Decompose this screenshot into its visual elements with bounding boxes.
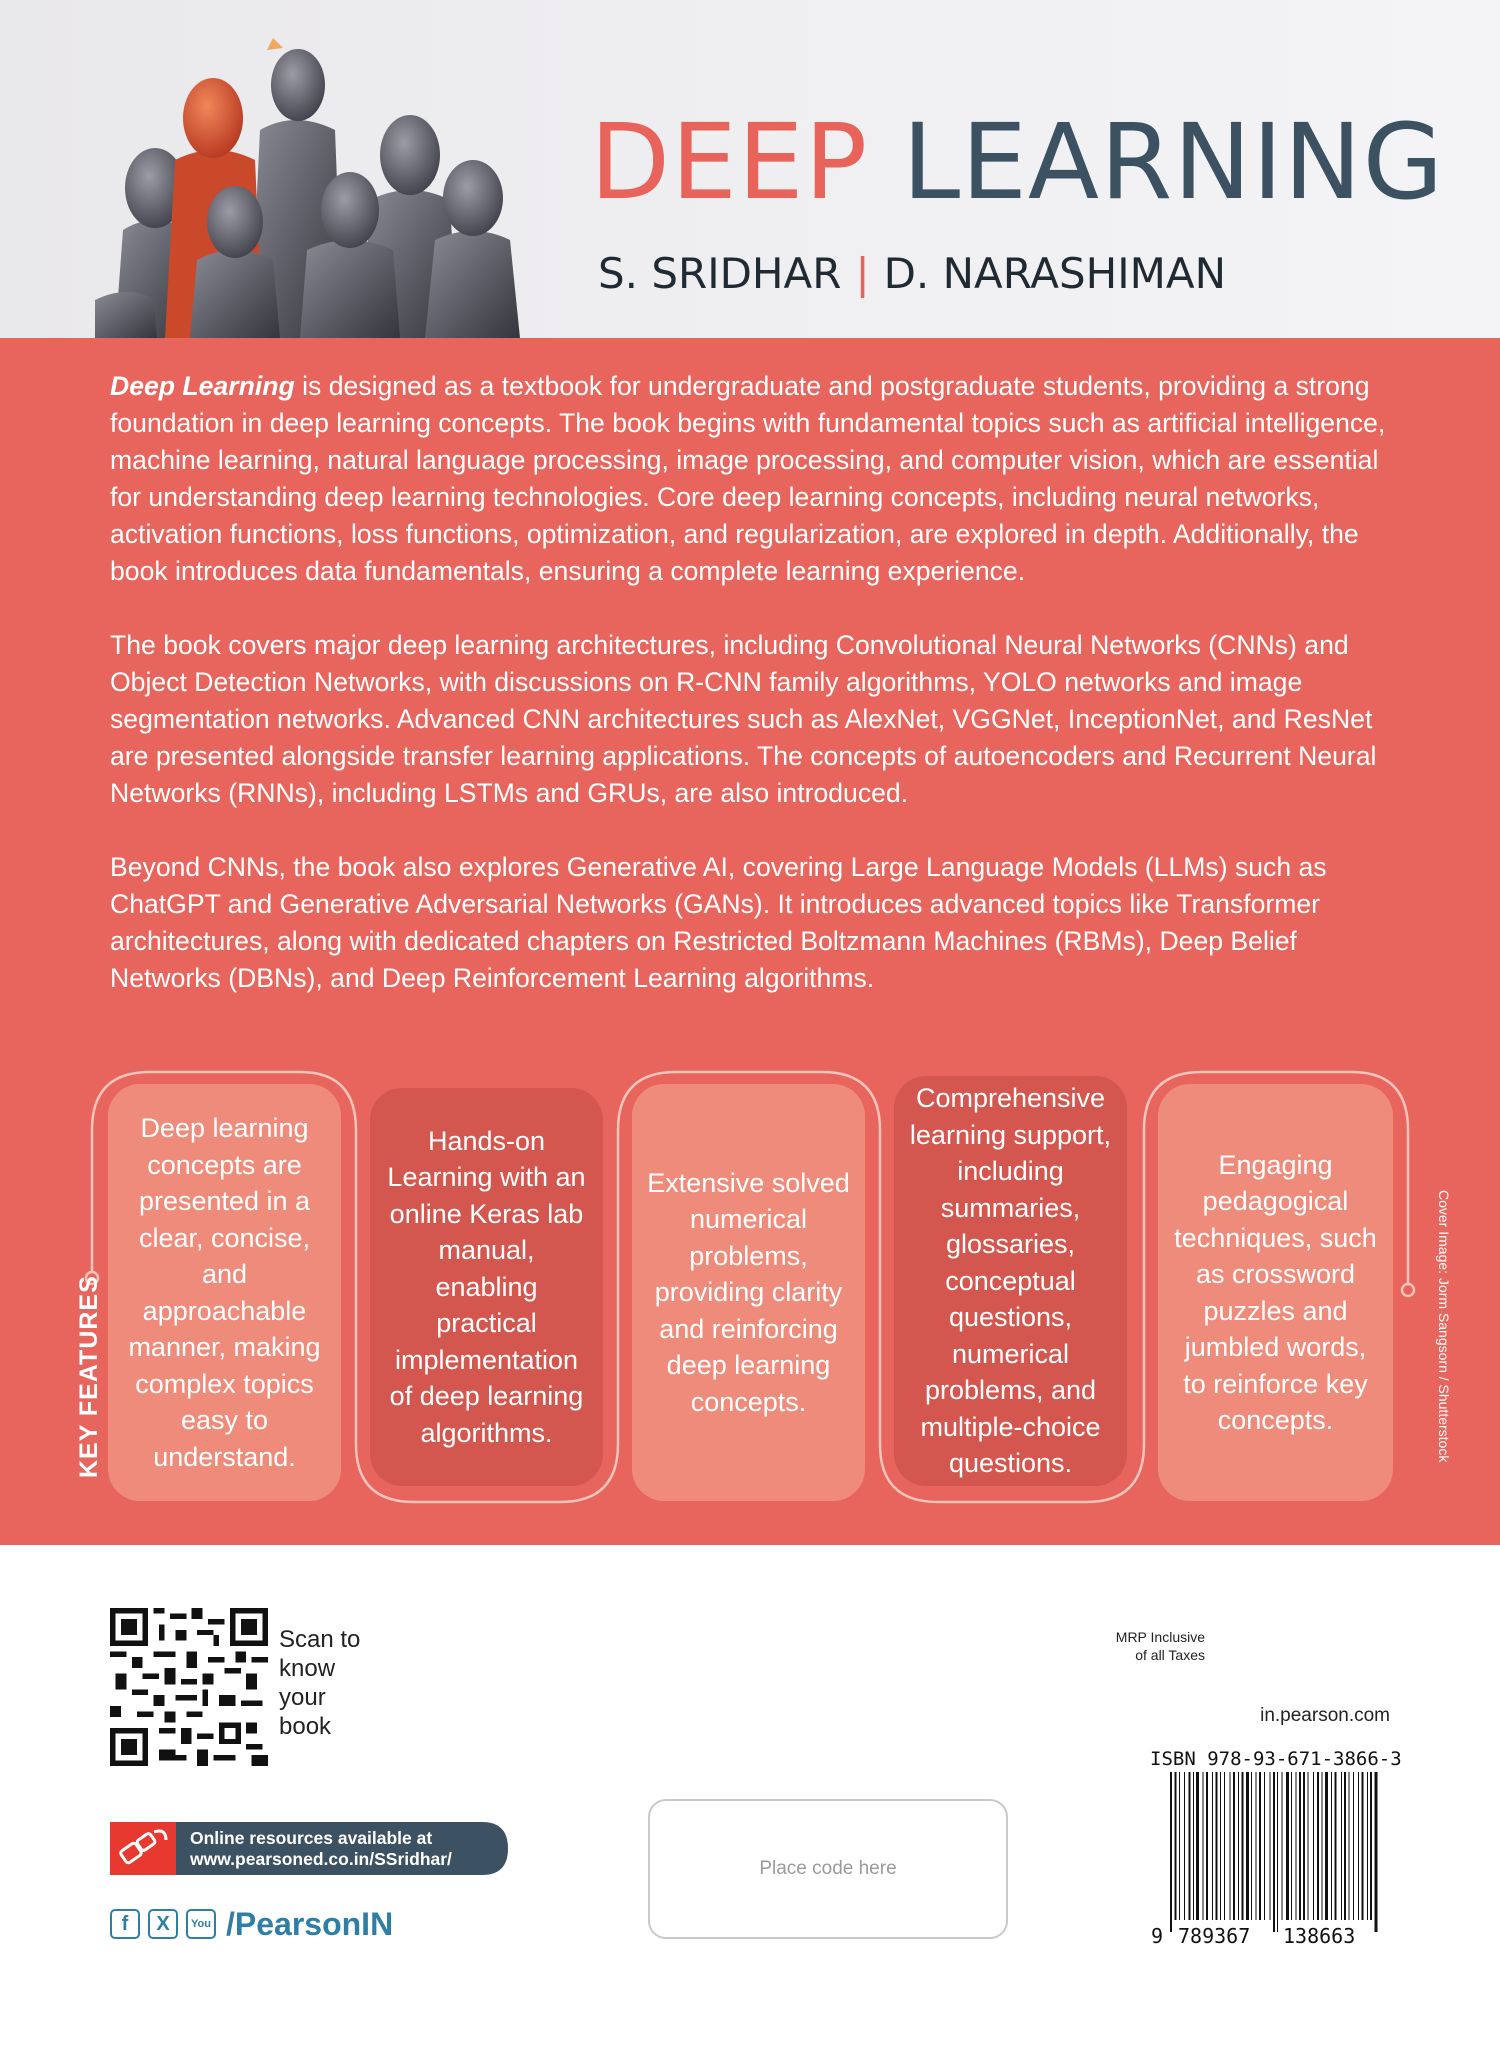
barcode-bar	[1216, 1772, 1218, 1920]
feature-card-1: Deep learning concepts are presented in a clear, concise, and approachable manner, making complex topics easy to understand.	[108, 1084, 341, 1501]
barcode-bar	[1206, 1772, 1208, 1920]
barcode-bar	[1242, 1772, 1244, 1920]
feature-card-4: Comprehensive learning support, including summaries, glossaries, conceptual questions, numerical problems, and multiple-choice questions.	[894, 1076, 1127, 1486]
barcode-bar	[1259, 1772, 1261, 1920]
barcode-bar	[1375, 1772, 1378, 1932]
mrp-line-1: MRP Inclusive	[1115, 1629, 1205, 1645]
feature-card-2: Hands-on Learning with an online Keras lab manual, enabling practical implementation of deep learning algorithms.	[370, 1088, 603, 1486]
barcode-bar	[1335, 1772, 1337, 1920]
barcode-bar	[1230, 1772, 1231, 1920]
qr-code-icon[interactable]	[110, 1608, 268, 1766]
barcode-bar	[1179, 1772, 1180, 1920]
barcode-bar	[1308, 1772, 1309, 1920]
barcode-bar	[1349, 1772, 1350, 1920]
barcode-bar	[1367, 1772, 1368, 1920]
social-handle[interactable]: /PearsonIN	[226, 1905, 394, 1942]
barcode-bar	[1203, 1772, 1204, 1920]
description-p1-text: is designed as a textbook for undergraduate and postgraduate students, providing a strong foundation in deep learning concepts. The book begins with fundamental topics such as artificial intelligence, machine learning, natural language processing, image processing, and computer vision, which are essential for understanding deep learning technologies. Core deep learning concepts, including neural networks, activation functions, loss functions, optimization, and regularization, are explored in depth. Additionally, the book introduces data fundamentals, ensuring a complete learning experience.	[110, 371, 1386, 586]
barcode-bar	[1282, 1772, 1283, 1920]
barcode-bar	[1175, 1772, 1177, 1920]
barcode-bar	[1224, 1772, 1225, 1920]
publisher-website[interactable]: in.pearson.com	[1260, 1705, 1390, 1726]
barcode-bar	[1299, 1772, 1301, 1920]
feature-card-3: Extensive solved numerical problems, providing clarity and reinforcing deep learning concepts.	[632, 1084, 865, 1501]
barcode-bar	[1358, 1772, 1359, 1920]
robot-figures-image	[95, 30, 565, 338]
barcode-icon	[1168, 1772, 1382, 1932]
barcode-bar	[1296, 1772, 1297, 1920]
barcode-bar	[1325, 1772, 1328, 1920]
barcode-bar	[1291, 1772, 1292, 1920]
book-description	[110, 368, 1410, 997]
barcode-bar	[1277, 1772, 1278, 1932]
author-separator: |	[855, 249, 870, 298]
cover-image-credit: Cover Image: Jorm Sangsorn / Shutterstock	[1436, 1190, 1452, 1463]
barcode-bar	[1273, 1772, 1275, 1932]
description-paragraph-3: Beyond CNNs, the book also explores Generative AI, covering Large Language Models (LLMs) such as ChatGPT and Generative Adversarial Networks (GANs). It introduces advanced topics like Transformer architectures, along with dedicated chapters on Restricted Boltzmann Machines (RBMs), Deep Belief Networks (DBNs), and Deep Reinforcement Learning algorithms.	[110, 852, 1327, 993]
barcode-digit-lead: 9	[1151, 1924, 1164, 1948]
barcode-bar	[1303, 1772, 1305, 1920]
barcode-bar	[1331, 1772, 1332, 1920]
barcode-bar	[1233, 1772, 1235, 1920]
barcode-bar	[1251, 1772, 1252, 1920]
barcode-digits-left: 789367	[1178, 1924, 1251, 1948]
author-2: D. NARASHIMAN	[883, 249, 1227, 298]
title-word-learning: LEARNING	[902, 101, 1445, 223]
x-icon[interactable]: X	[148, 1909, 178, 1939]
mrp-note	[1090, 1628, 1205, 1664]
barcode-bar	[1322, 1772, 1323, 1920]
title-word-deep: DEEP	[590, 101, 869, 223]
facebook-icon[interactable]: f	[110, 1909, 140, 1939]
barcode-bar	[1256, 1772, 1257, 1920]
youtube-icon[interactable]: You	[186, 1909, 216, 1939]
description-book-name: Deep Learning	[110, 371, 295, 401]
authors	[598, 249, 1227, 298]
cover-header	[0, 0, 1500, 338]
barcode-bar	[1353, 1772, 1354, 1920]
key-features-heading: KEY FEATURES	[75, 1275, 103, 1478]
barcode-bar	[1370, 1772, 1372, 1920]
mrp-line-2: of all Taxes	[1135, 1647, 1205, 1663]
barcode-bar	[1341, 1772, 1342, 1920]
barcode-bar	[1212, 1772, 1213, 1920]
social-links	[110, 1906, 393, 1942]
barcode-bar	[1238, 1772, 1239, 1920]
barcode-bar	[1270, 1772, 1271, 1920]
barcode-bar	[1220, 1772, 1221, 1920]
barcode-bar	[1196, 1772, 1199, 1920]
barcode-bar	[1193, 1772, 1194, 1920]
scan-caption: Scan to know your book	[279, 1626, 361, 1740]
barcode-bar	[1362, 1772, 1364, 1920]
barcode-digits-right: 138663	[1283, 1924, 1356, 1948]
barcode-bar	[1286, 1772, 1289, 1920]
online-resources-line-1: Online resources available at	[190, 1828, 433, 1848]
barcode-bar	[1189, 1772, 1191, 1920]
description-paragraph-2: The book covers major deep learning architectures, including Convolutional Neural Networks (CNNs) and Object Detection Networks, with discussions on R-CNN family algorithms, YOLO networks and image segmentation networks. Advanced CNN architectures such as AlexNet, VGGNet, InceptionNet, and ResNet are presented alongside transfer learning applications. The concepts of autoencoders and Recurrent Neural Networks (RNNs), including LSTMs and GRUs, are also introduced.	[110, 630, 1377, 808]
feature-card-5: Engaging pedagogical techniques, such as crossword puzzles and jumbled words, to reinforce key concepts.	[1158, 1084, 1393, 1501]
book-title	[590, 101, 1445, 223]
barcode-bar	[1170, 1772, 1172, 1932]
barcode-bar	[1313, 1772, 1314, 1920]
author-1: S. SRIDHAR	[598, 249, 842, 298]
description-paragraph-1	[110, 368, 1410, 590]
barcode-bar	[1264, 1772, 1265, 1920]
barcode-bar	[1246, 1772, 1249, 1920]
barcode-bar	[1344, 1772, 1346, 1920]
online-resources-url[interactable]: www.pearsoned.co.in/SSridhar/	[190, 1849, 452, 1869]
barcode-bar	[1184, 1772, 1185, 1920]
online-resources-text	[190, 1828, 510, 1870]
isbn-number: ISBN 978-93-671-3866-3	[1150, 1748, 1402, 1770]
access-code-box[interactable]: Place code here	[648, 1799, 1008, 1939]
barcode-bar	[1317, 1772, 1319, 1920]
